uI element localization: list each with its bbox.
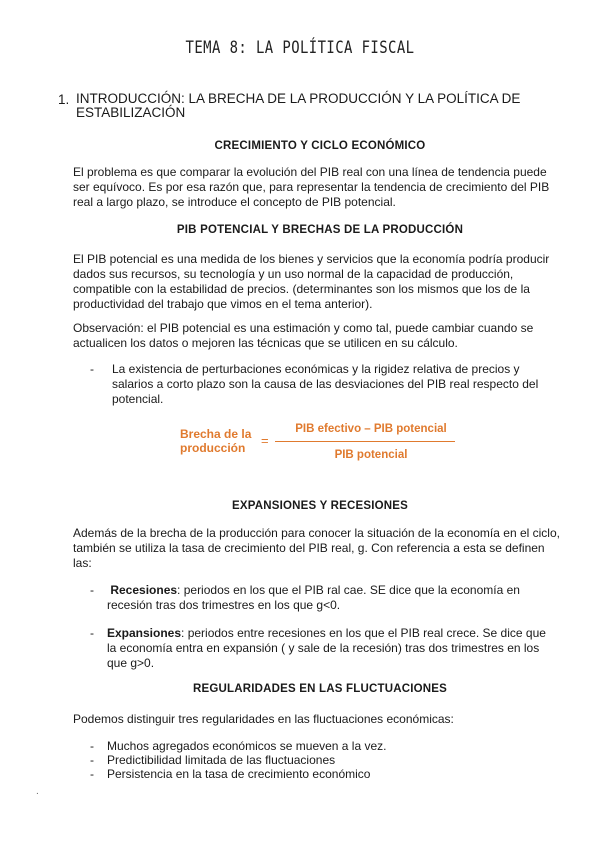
paragraph-expansiones: Además de la brecha de la producción para conocer la situación de la economía en el ciclo, también se utiliza la tasa de crecimiento del PIB real, g. Con referencia a esta se definen las: — [73, 526, 560, 570]
subheading-regularidades: REGULARIDADES EN LAS FLUCTUACIONES — [192, 683, 448, 695]
list-item: Persistencia en la tasa de crecimiento económico — [107, 767, 371, 781]
subheading-expansiones: EXPANSIONES Y RECESIONES — [231, 500, 409, 512]
bullet-dash: - — [90, 362, 94, 376]
footer-mark: . — [36, 786, 39, 797]
list-item: Predictibilidad limitada de las fluctuaciones — [107, 753, 336, 767]
bullet-dash: - — [90, 767, 94, 781]
list-item: Muchos agregados económicos se mueven a la vez. — [107, 739, 387, 753]
formula-label: Brecha de la producción — [180, 427, 252, 455]
paragraph-observacion: Observación: el PIB potencial es una estimación y como tal, puede cambiar cuando se actualicen los datos o mejoren las técnicas que se utilicen en su cálculo. — [73, 321, 534, 350]
paragraph-crecimiento: El problema es que comparar la evolución del PIB real con una línea de tendencia puede ser equívoco. Es por esa razón que, para representar la tendencia de crecimiento del PIB real a largo plazo, se introduce el concepto de PIB potencial. — [73, 165, 550, 209]
subheading-potencial: PIB POTENCIAL Y BRECHAS DE LA PRODUCCIÓN — [176, 224, 464, 236]
definition-expansiones: : periodos entre recesiones en los que el PIB real crece. Se dice que la economía entra en expansión ( y sale de la recesión) tras dos trimestres en los que g>0. — [107, 626, 546, 670]
list-item-expansiones — [107, 626, 552, 671]
paragraph-regularidades: Podemos distinguir tres regularidades en las fluctuaciones económicas: — [73, 712, 454, 726]
bullet-dash: - — [90, 753, 94, 767]
page-title: TEMA 8: LA POLÍTICA FISCAL — [185, 38, 415, 58]
section-heading: INTRODUCCIÓN: LA BRECHA DE LA PRODUCCIÓN Y LA POLÍTICA DE ESTABILIZACIÓN — [76, 91, 521, 120]
bullet-dash: - — [90, 739, 94, 753]
brecha-formula — [180, 421, 470, 465]
paragraph-potencial: El PIB potencial es una medida de los bienes y servicios que la economía podría producir dados sus recursos, su tecnología y un uso normal de la capacidad de producción, compatible con la estabilidad de precios. (determinantes son los mismos que los de la productividad del trabajo que vimos en el tema anterior). — [73, 252, 550, 311]
formula-denominator: PIB potencial — [334, 449, 408, 461]
formula-numerator: PIB efectivo – PIB potencial — [295, 423, 447, 435]
formula-equals: = — [261, 433, 269, 448]
list-item-recesiones — [107, 583, 547, 613]
bullet-dash: - — [90, 583, 94, 597]
term-expansiones: Expansiones — [107, 626, 182, 640]
section-number: 1. — [58, 92, 70, 107]
term-recesiones: Recesiones — [110, 583, 178, 597]
definition-recesiones: : periodos en los que el PIB ral cae. SE dice que la economía en recesión tras dos trimestres en los que g<0. — [107, 583, 520, 612]
formula-fraction-bar — [275, 441, 455, 442]
bullet-perturbaciones: La existencia de perturbaciones económicas y la rigidez relativa de precios y salarios a corto plazo son la causa de las desviaciones del PIB real respecto del potencial. — [112, 362, 539, 406]
bullet-dash: - — [90, 626, 94, 640]
subheading-crecimiento: CRECIMIENTO Y CICLO ECONÓMICO — [214, 140, 426, 152]
